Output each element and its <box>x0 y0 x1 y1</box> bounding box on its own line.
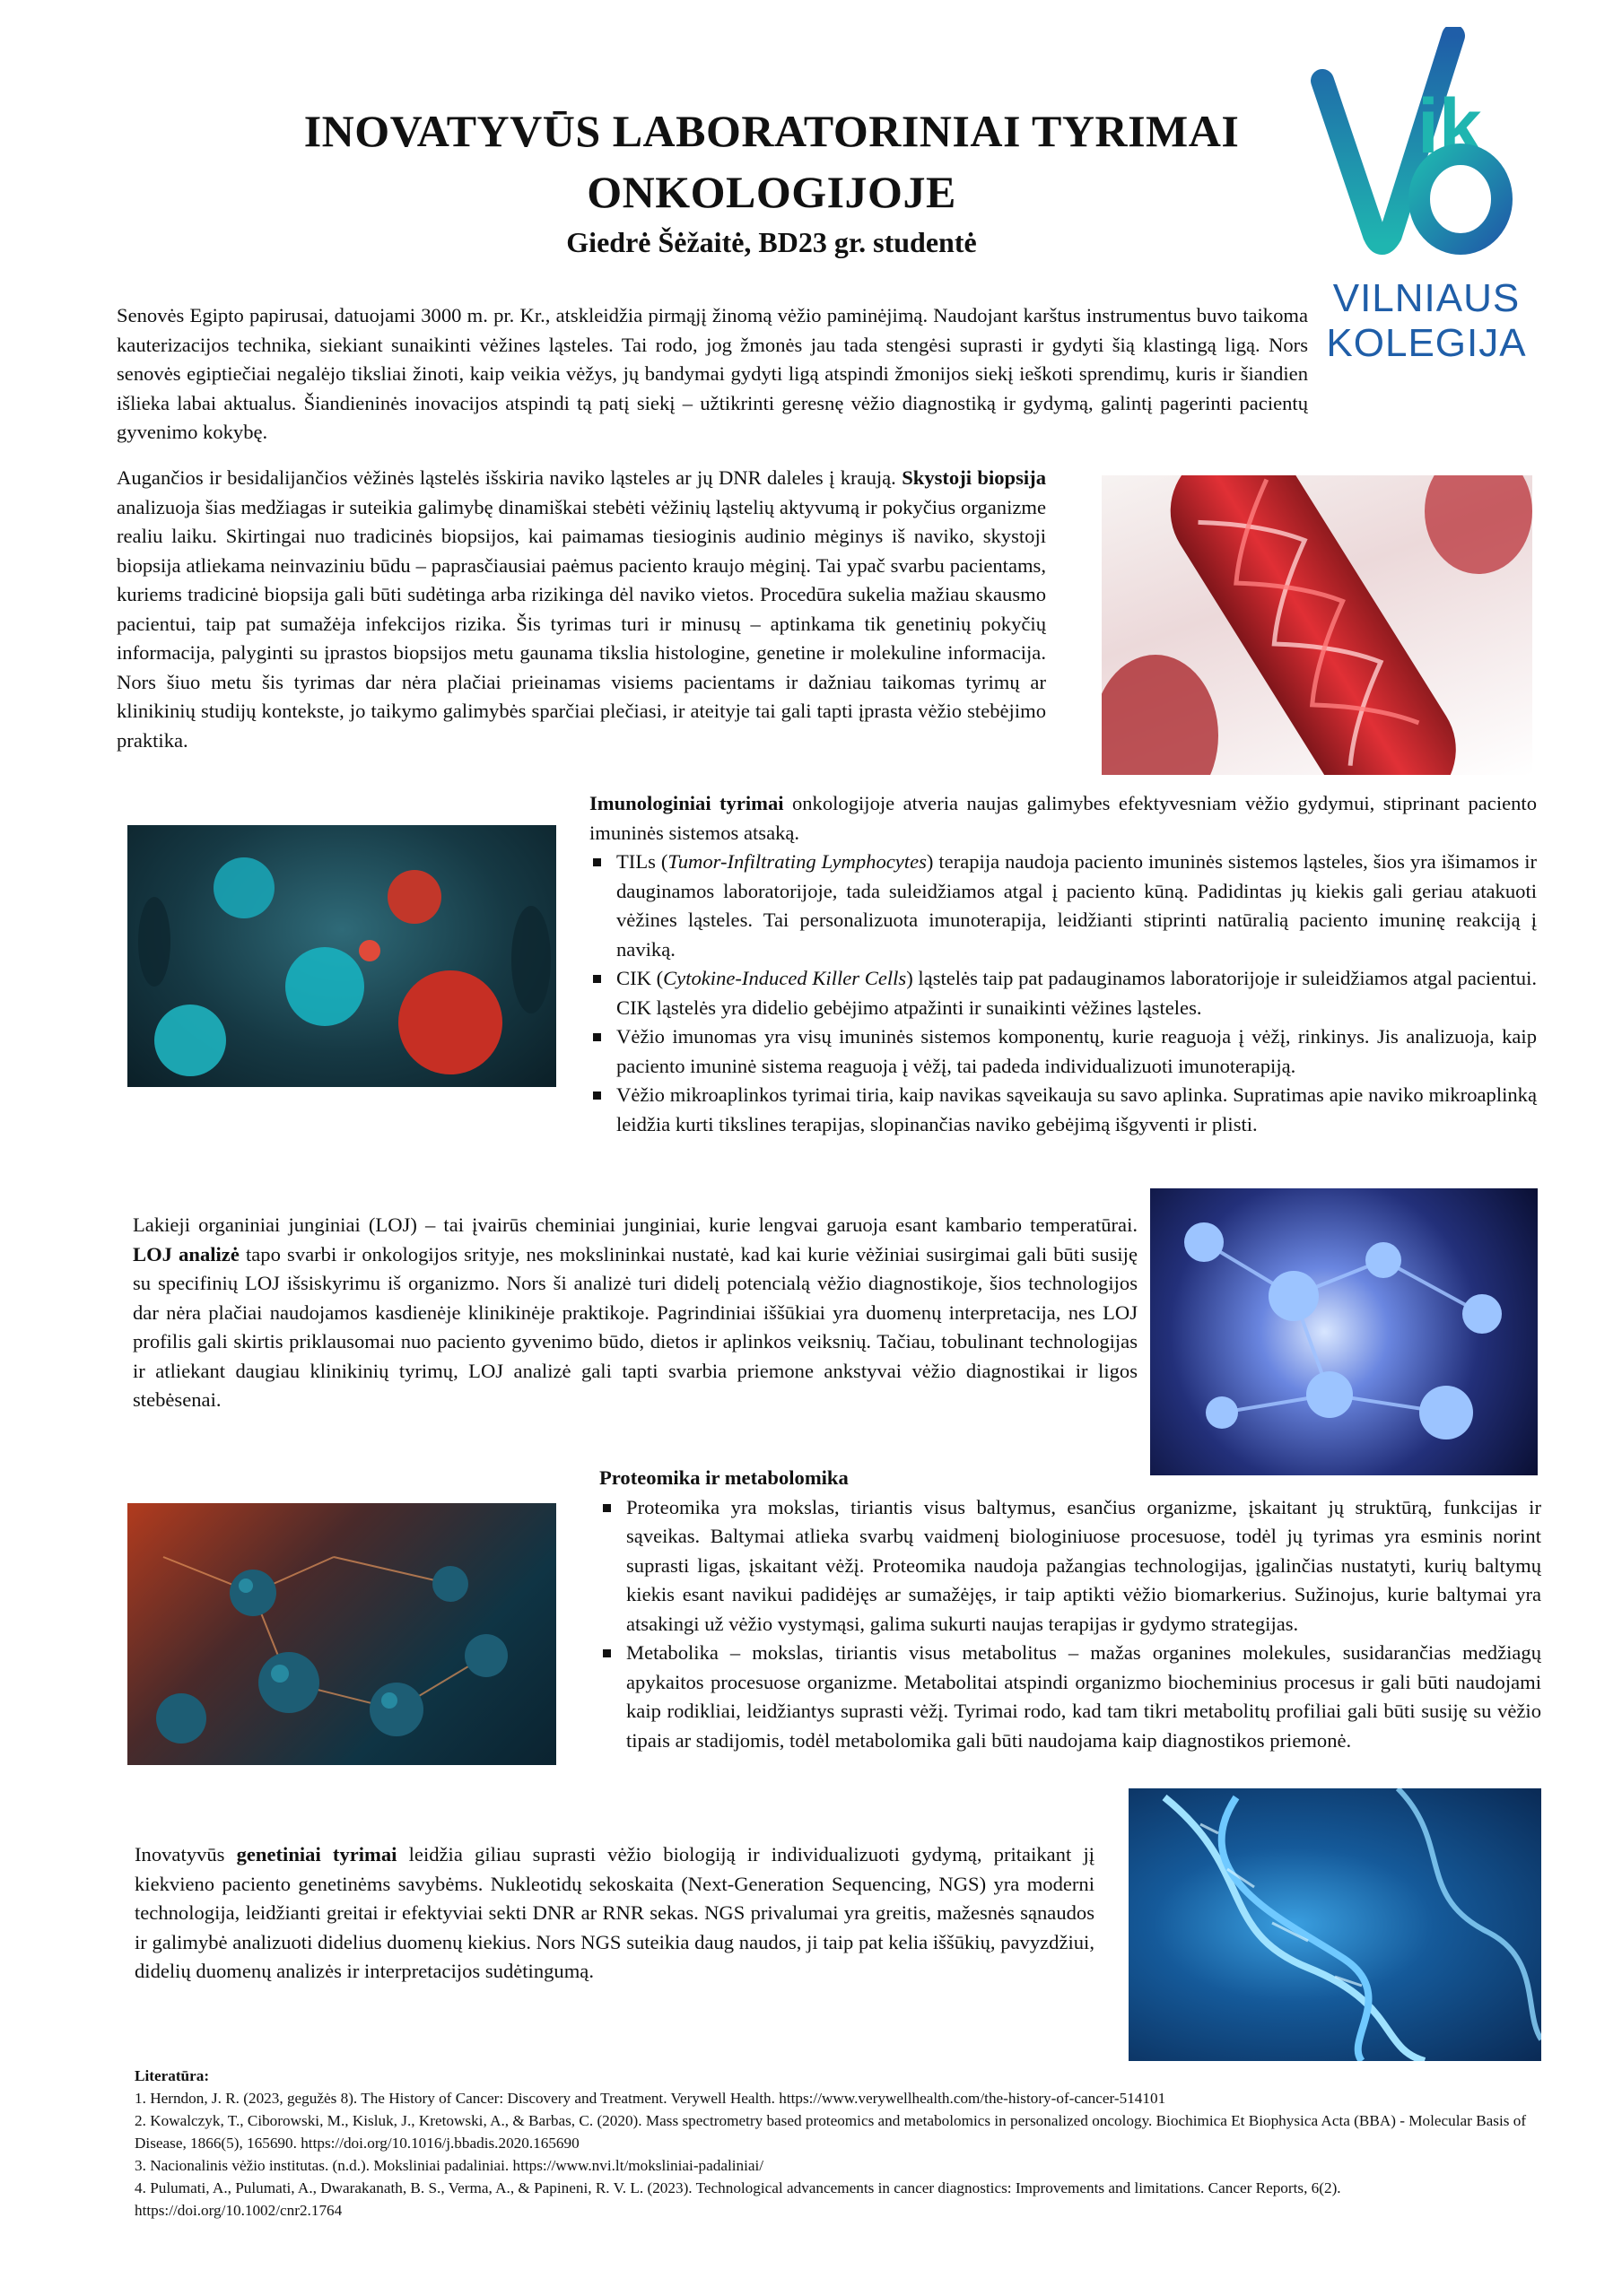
title-line-2: ONKOLOGIJOJE <box>587 167 956 217</box>
network-illustration <box>127 1503 556 1765</box>
immunology-list <box>589 848 1537 1139</box>
item-text: Vėžio imunomas yra visų imuninės sistemos komponentų, kurie reaguoja į vėžį, rinkinys. Jis analizuoja, kaip paciento imuninė sistema reaguoja į vėžį, tai padeda individualizuoti imunoterapiją. <box>616 1025 1537 1077</box>
dna-image <box>1129 1788 1541 2061</box>
item-italic: Tumor-Infiltrating Lymphocytes <box>667 850 927 873</box>
logo-wordmark <box>1310 276 1543 366</box>
molecules-illustration <box>1150 1188 1538 1475</box>
item-text: TILs ( <box>616 850 668 873</box>
genetic-text-pre: Inovatyvūs <box>135 1843 237 1866</box>
viko-logo-mark <box>1310 27 1543 269</box>
immunology-item-immunome <box>616 1022 1537 1081</box>
immunology-intro <box>589 789 1537 848</box>
cells-illustration <box>127 825 556 1087</box>
title-line-1: INOVATYVŪS LABORATORINIAI TYRIMAI <box>303 106 1240 156</box>
reference-item: 4. Pulumati, A., Pulumati, A., Dwarakanath, B. S., Verma, A., & Papineni, R. V. L. (2023). Technological advancements in cancer diagnostics: Improvements and limitations. Cancer Reports, 6(2). https://doi.org/10.1002/cnr2.1764 <box>135 2179 1341 2219</box>
immunology-section <box>589 789 1537 1139</box>
intro-paragraph: Senovės Egipto papirusai, datuojami 3000 m. pr. Kr., atskleidžia pirmąjį žinomą vėžio paminėjimą. Naudojant karštus instrumentus buvo taikoma kauterizacijos technika, siekiant sunaikinti vėžines ląsteles. Tai rodo, jog žmonės jau tada stengėsi suprasti ir gydyti šią klastingą ligą. Nors senovės egiptiečiai negalėjo tiksliai žinoti, kaip veikia vėžys, jų bandymai gydyti ligą atspindi žmonijos siekį ieškoti sprendimų, kuris ir šiandien išlieka labai aktualus. Šiandieninės inovacijos atspindi tą patį siekį – užtikrinti geresnę vėžio diagnostiką ir gydymą, galintį pagerinti pacientų gyvenimo kokybę. <box>117 304 1308 443</box>
viko-logo <box>1310 27 1543 386</box>
item-text: Vėžio mikroaplinkos tyrimai tiria, kaip navikas sąveikauja su savo aplinka. Supratimas apie naviko mikroaplinką leidžia kurti tikslines terapijas, slopinančias naviko gebėjimą išgyventi ir plisti. <box>616 1083 1537 1135</box>
references <box>135 2065 1552 2222</box>
proteomics-list <box>599 1493 1541 1756</box>
immunology-item-tils <box>616 848 1537 964</box>
biopsy-paragraph <box>117 464 1046 755</box>
genetic-paragraph <box>135 1840 1094 1987</box>
poster-title <box>233 100 1310 222</box>
biopsy-text-post: analizuoja šias medžiagas ir suteikia galimybę dinamiškai stebėti vėžinių ląstelių aktyvumą ir pokyčius organizme realiu laiku. Skirtingai nuo tradicinės biopsijos, kai paimamas tiesioginis audinio mėginys iš naviko, skystoji biopsija atliekama neinvaziniu būdu – paprasčiausiai paėmus paciento kraujo mėginį. Tai ypač svarbu pacientams, kuriems tradicinė biopsija gali būti sudėtinga arba rizikinga dėl naviko vietos. Procedūra sukelia mažiau skausmo pacientui, taip pat sumažėja infekcijos rizika. Šis tyrimas turi ir minusų – aptinkama tik genetinių pokyčių informacija, palyginti su įprastos biopsijos metu gaunama tikslia histologine, genetine ir molekuline informacija. Nors šiuo metu šis tyrimas dar nėra plačiai prieinamas visiems pacientams ir dažniau taikomas tyrimų ar klinikinių studijų kontekste, jo taikymo galimybės sparčiai plečiasi, ir ateityje tai gali tapti įprasta vėžio stebėjimo praktika. <box>117 495 1046 752</box>
blood-tubes-image <box>1102 475 1532 775</box>
logo-line-1: VILNIAUS <box>1332 276 1521 320</box>
proteomics-item: Proteomika yra mokslas, tiriantis visus baltymus, esančius organizme, įskaitant jų struktūrą, funkcijas ir sąveikas. Baltymai atlieka svarbų vaidmenį biologiniuose procesuose, todėl jų tyrimas yra esminis norint suprasti ligas, įskaitant vėžį. Proteomika naudoja pažangias technologijas, įgalinčias nustatyti, kurių baltymų kiekis esant navikui padidėjęs ar sumažėjęs, ir taip aptikti vėžio biomarkerius. Sužinojus, kurie baltymai yra atsakingi už vėžio vystymąsi, galima sukurti naujas terapijas ir gydymo strategijas. <box>626 1493 1541 1639</box>
genetic-text-post: leidžia giliau suprasti vėžio biologiją ir individualizuoti gydymą, pritaikant jį kiekvieno paciento genetinėms savybėms. Nukleotidų sekoskaita (Next-Generation Sequencing, NGS) yra moderni technologija, leidžianti greitai ir efektyviai sekti DNR ar RNR sekas. NGS privalumai yra greitis, mažesnės sąnaudos ir galimybė analizuoti didelius duomenų kiekius. Nors NGS suteikia daug naudos, ji taip pat kelia iššūkių, pavyzdžiui, didelių duomenų analizės ir interpretacijos sudėtingumą. <box>135 1843 1094 1982</box>
item-text: ) ląstelės taip pat padauginamos laboratorijoje ir suleidžiamos atgal pacientui. CIK ląstelės yra didelio gebėjimo atpažinti ir sunaikinti vėžines ląsteles. <box>616 967 1537 1019</box>
immunology-intro-text: onkologijoje atveria naujas galimybes efektyvesniam vėžio gydymui, stiprinant paciento imuninės sistemos atsaką. <box>589 792 1537 844</box>
voc-paragraph <box>133 1211 1138 1415</box>
item-text: CIK ( <box>616 967 664 989</box>
genetic-keyword: genetiniai tyrimai <box>236 1843 397 1866</box>
proteomics-section <box>599 1464 1541 1755</box>
metabolomics-item: Metabolika – mokslas, tiriantis visus metabolitus – mažas organines molekules, susidarančias medžiagų apykaitos procesuose organizme. Metabolitai atspindi organizmo biocheminius procesus ir gali būti naudojami kaip rodikliai, leidžiantys suprasti vėžį. Tyrimai rodo, kad tam tikri metabolitų profiliai gali būti susiję su vėžio tipais ar stadijomis, todėl metabolomika gali būti naudojama kaip diagnostikos priemonė. <box>626 1639 1541 1755</box>
immune-cells-image <box>127 825 556 1087</box>
immunology-keyword: Imunologiniai tyrimai <box>589 792 784 814</box>
svg-text:ik: ik <box>1417 83 1482 170</box>
biopsy-keyword: Skystoji biopsija <box>902 466 1046 489</box>
test-tube-illustration <box>1102 475 1532 775</box>
dna-helix-illustration <box>1129 1788 1541 2061</box>
voc-text-post: tapo svarbi ir onkologijos srityje, nes mokslininkai nustatė, kad kai kurie vėžiniai susirgimai gali būti susiję su specifinių LOJ išsiskyrimu iš organizmo. Nors ši analizė turi didelį potencialą vėžio diagnostikoje, šios technologijos dar nėra plačiai naudojamos kasdienėje klinikinėje praktikoje. Pagrindiniai iššūkiai yra duomenų interpretacija, nes LOJ profilis gali skirtis priklausomai nuo paciento gyvenimo būdo, dietos ir aplinkos veiksnių. Tačiau, tobulinant technologijas ir atliekant daugiau klinikinių tyrimų, LOJ analizė gali tapti svarbia priemone ankstyvai vėžio diagnostikai ir ligos stebėsenai. <box>133 1242 1138 1411</box>
item-italic: Cytokine-Induced Killer Cells <box>663 967 907 989</box>
biopsy-text-pre: Augančios ir besidalijančios vėžinės ląstelės išskiria naviko ląsteles ar jų DNR daleles į kraują. <box>117 466 903 489</box>
immunology-item-microenvironment <box>616 1081 1537 1139</box>
logo-line-2: KOLEGIJA <box>1326 321 1527 365</box>
references-heading: Literatūra: <box>135 2067 210 2084</box>
network-spheres-image <box>127 1503 556 1765</box>
item-text: ) terapija naudoja paciento imuninės sistemos ląsteles, šios yra išimamos ir dauginamos laboratorijoje, tada suleidžiamos atgal į paciento kūną. Padidintas jų kiekis gali geriau atakuoti vėžines ląsteles. Tai personalizuota imunoterapija, leidžianti stiprinti natūralią paciento imuninę reakciją į naviką. <box>616 850 1537 961</box>
reference-item: 2. Kowalczyk, T., Ciborowski, M., Kisluk, J., Kretowski, A., & Barbas, C. (2020). Mass spectrometry based proteomics and metabolomics in personalized oncology. Biochimica Et Biophysica Acta (BBA) - Molecular Basis of Disease, 1866(5), 165690. https://doi.org/10.1016/j.bbadis.2020.165690 <box>135 2112 1527 2152</box>
reference-item: 1. Herndon, J. R. (2023, gegužės 8). The History of Cancer: Discovery and Treatment. Verywell Health. https://www.verywellhealth.com/the-history-of-cancer-514101 <box>135 2090 1166 2107</box>
voc-keyword: LOJ analizė <box>133 1242 240 1265</box>
molecules-image <box>1150 1188 1538 1475</box>
voc-text-pre: Lakieji organiniai junginiai (LOJ) – tai įvairūs cheminiai junginiai, kurie lengvai garuoja esant kambario temperatūrai. <box>133 1213 1138 1236</box>
immunology-item-cik <box>616 964 1537 1022</box>
proteomics-heading: Proteomika ir metabolomika <box>599 1466 849 1489</box>
author-line: Giedrė Šėžaitė, BD23 gr. studentė <box>566 226 977 258</box>
reference-item: 3. Nacionalinis vėžio institutas. (n.d.). Moksliniai padaliniai. https://www.nvi.lt/moksliniai-padaliniai/ <box>135 2157 764 2174</box>
